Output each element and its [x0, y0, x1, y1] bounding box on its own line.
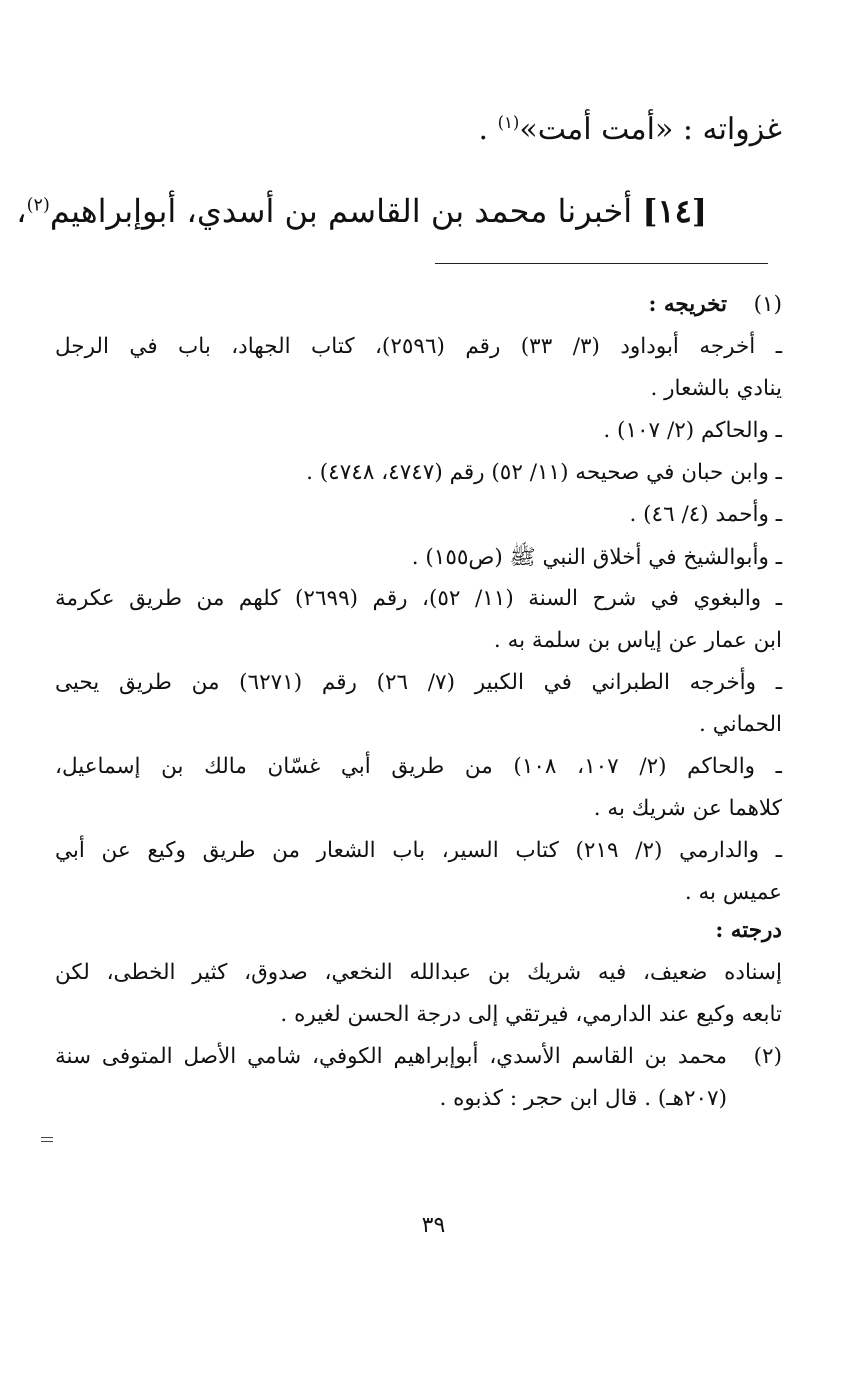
- hadith-line: [16, 192, 707, 230]
- footnote-line: ـ والحاكم (٢/ ١٠٧، ١٠٨) من طريق أبي غسّان مالك بن إسماعيل،: [55, 754, 782, 779]
- footnote-line: ـ أخرجه أبوداود (٣/ ٣٣) رقم (٢٥٩٦)، كتاب الجهاد، باب في الرجل: [55, 334, 783, 359]
- footnote-line: ـ وابن حبان في صحيحه (١١/ ٥٢) رقم (٤٧٤٧، ٤٧٤٨) .: [306, 460, 782, 485]
- footnote-line: ينادي بالشعار .: [650, 376, 782, 401]
- ghazawat-text: غزواته : «أمت أمت»: [519, 112, 782, 147]
- footnote-1-heading: تخريجه :: [648, 292, 727, 317]
- footnote-1-number: (١): [753, 292, 782, 317]
- scan-mark: [41, 1137, 53, 1138]
- footnote-line: الحماني .: [699, 712, 782, 737]
- grade-line: تابعه وكيع عند الدارمي، فيرتقي إلى درجة الحسن لغيره .: [280, 1002, 782, 1027]
- footnote-line: عميس به .: [684, 880, 782, 905]
- hadith-end: ،: [16, 192, 27, 230]
- footnote-line: ابن عمار عن إياس بن سلمة به .: [493, 628, 782, 653]
- footnote-line: ـ والبغوي في شرح السنة (١١/ ٥٢)، رقم (٢٦٩٩) كلهم من طريق عكرمة: [55, 586, 783, 611]
- page-number: ٣٩: [421, 1213, 446, 1238]
- footnote-line: ـ والحاكم (٢/ ١٠٧) .: [603, 418, 782, 443]
- grade-heading: درجته :: [715, 918, 782, 943]
- hadith-text: أخبرنا محمد بن القاسم بن أسدي، أبوإبراهيم: [49, 192, 643, 230]
- footnote-divider: [435, 263, 768, 264]
- footnote-line: كلاهما عن شريك به .: [593, 796, 782, 821]
- footnote-line: ـ وأبوالشيخ في أخلاق النبي ﷺ (ص١٥٥) .: [411, 545, 782, 570]
- footnote-ref-2: (٢): [26, 195, 50, 216]
- footnote-line: ـ وأحمد (٤/ ٤٦) .: [629, 502, 782, 527]
- footnote-2-number: (٢): [753, 1044, 782, 1069]
- footnote-2-line: محمد بن القاسم الأسدي، أبوإبراهيم الكوفي، شامي الأصل المتوفى سنة: [55, 1044, 727, 1069]
- main-text-line: [479, 112, 782, 147]
- grade-line: إسناده ضعيف، فيه شريك بن عبدالله النخعي، صدوق، كثير الخطى، لكن: [55, 960, 782, 985]
- footnote-line: ـ والدارمي (٢/ ٢١٩) كتاب السير، باب الشعار من طريق وكيع عن أبي: [55, 838, 782, 863]
- scan-mark: [41, 1141, 53, 1142]
- hadith-number: [١٤]: [642, 192, 707, 230]
- footnote-ref-1: (١): [497, 113, 520, 132]
- ghazawat-end: .: [478, 112, 498, 147]
- footnote-line: ـ وأخرجه الطبراني في الكبير (٧/ ٢٦) رقم (٦٢٧١) من طريق يحيى: [55, 670, 782, 695]
- footnote-2-line: (٢٠٧هـ) . قال ابن حجر : كذبوه .: [439, 1086, 727, 1111]
